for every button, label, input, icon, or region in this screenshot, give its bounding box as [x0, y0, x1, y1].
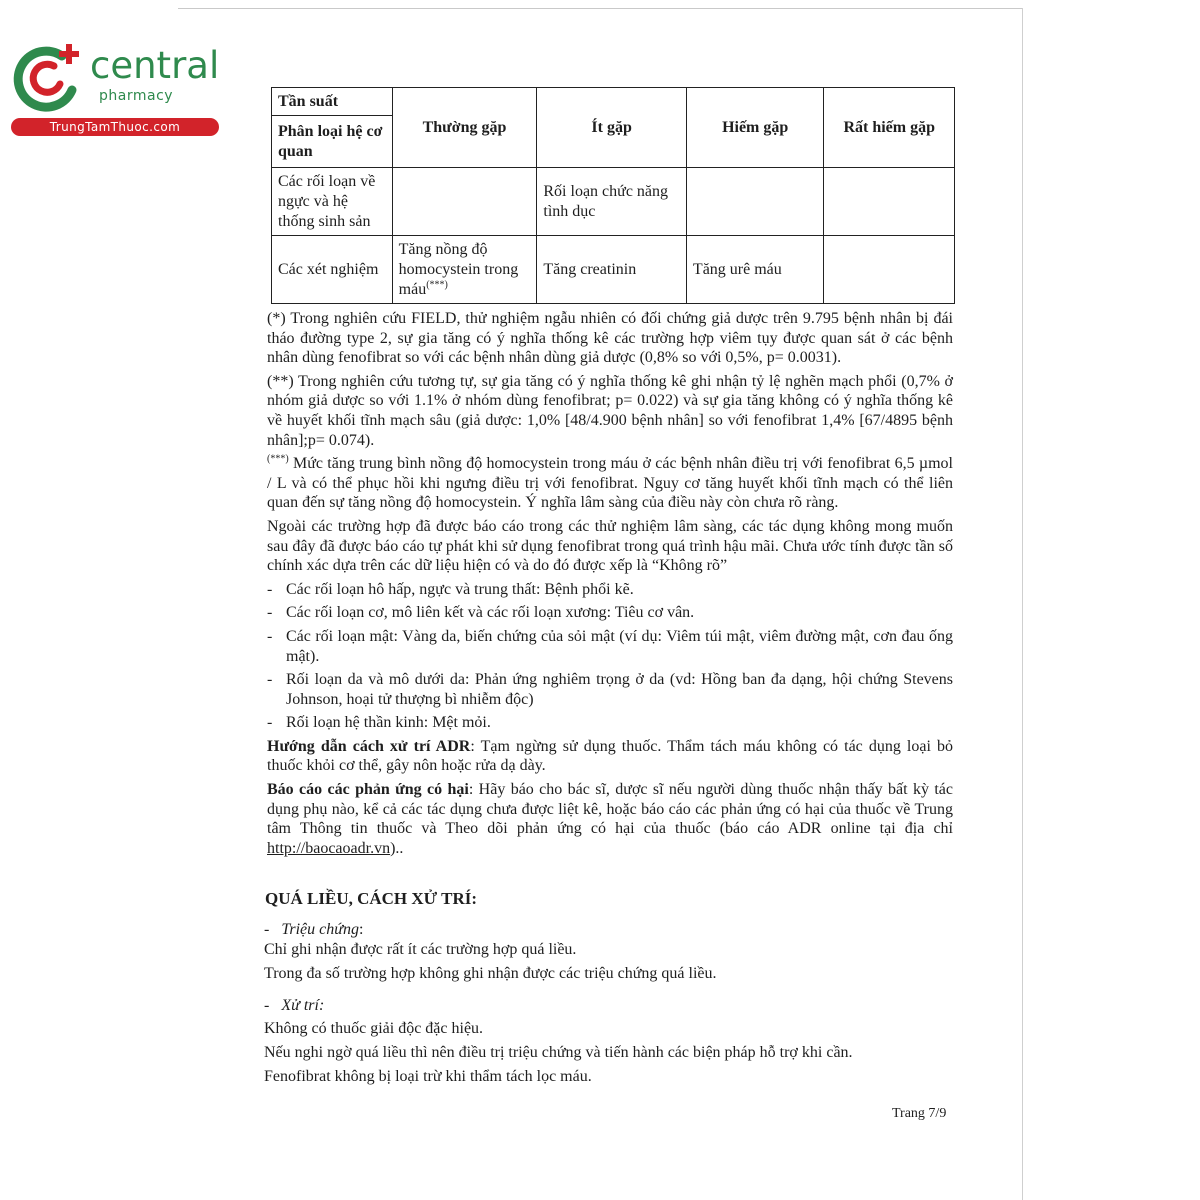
brand-name: central [90, 44, 220, 87]
cell-rare: Tăng urê máu [686, 236, 824, 304]
symptoms-label: - Triệu chứng: [264, 921, 364, 938]
header-very-rare: Rất hiếm gặp [824, 88, 955, 168]
adverse-reaction-table [271, 87, 955, 304]
cell-common [392, 236, 537, 304]
footnote-mark: (***) [267, 453, 289, 465]
treatment-line-3: Fenofibrat không bị loại trừ khi thẩm tách lọc máu. [264, 1068, 592, 1085]
adr-management [267, 737, 953, 776]
report-link[interactable]: http://baocaoadr.vn [267, 839, 391, 857]
footnote-3-text: Mức tăng trung bình nồng độ homocystein trong máu ở các bệnh nhân điều trị với fenofibrat 6,5 µmol / L và có thể phục hồi khi ngưng điều trị với fenofibrat. Nguy cơ tăng huyết khối tĩnh mạch có thể liên quan đến sự tăng nồng độ homocystein. Ý nghĩa lâm sàng của điều này còn chưa rõ ràng. [267, 455, 953, 512]
treatment-line-1: Không có thuốc giải độc đặc hiệu. [264, 1020, 484, 1037]
brand-sub: pharmacy [99, 88, 174, 104]
report-end: ).. [390, 839, 404, 857]
cell-uncommon: Rối loạn chức năng tình dục [537, 168, 687, 236]
header-frequency: Tần suất [272, 88, 393, 116]
table-row [272, 168, 955, 236]
list-item: - Các rối loạn mật: Vàng da, biến chứng của sỏi mật (ví dụ: Viêm túi mật, viêm đường mật, cơn đau ống mật). [267, 627, 953, 665]
top-rule [178, 8, 1023, 9]
list-item: - Các rối loạn hô hấp, ngực và trung thất: Bệnh phổi kẽ. [267, 580, 634, 598]
cell-system: Các xét nghiệm [272, 236, 393, 304]
treatment-label: - Xử trí: [264, 997, 325, 1014]
footnote-1: (*) Trong nghiên cứu FIELD, thử nghiệm ngẫu nhiên có đối chứng giả dược trên 9.795 bệnh nhân bị đái tháo đường type 2, sự gia tăng có ý nghĩa thống kê các trường hợp viêm tụy được quan sát ở các bệnh nhân dùng fenofibrat so với các bệnh nhân dùng giả dược (0,8% so với 0,5%, p= 0.0031). [267, 310, 953, 367]
pharmacy-cross-icon [10, 38, 88, 116]
right-rule [1022, 8, 1023, 1200]
adr-text: : Tạm ngừng sử dụng thuốc. Thẩm tách máu không có tác dụng loại bỏ thuốc khỏi cơ thể, gây nôn hoặc rửa dạ dày. [267, 737, 954, 775]
table-row [272, 236, 955, 304]
treatment-line-2: Nếu nghi ngờ quá liều thì nên điều trị triệu chứng và tiến hành các biện pháp hỗ trợ khi cần. [264, 1044, 853, 1061]
footnote-3 [267, 454, 953, 513]
footnote-2: (**) Trong nghiên cứu tương tự, sự gia tăng có ý nghĩa thống kê ghi nhận tỷ lệ nghẽn mạch phổi (0,7% ở nhóm giả dược so với 1.1% ở nhóm dùng fenofibrat; p= 0.022) và sự gia tăng không có ý nghĩa thống kê về huyết khối tĩnh mạch sâu (giả dược: 1,0% [48/4.900 bệnh nhân] so với fenofibrat 1,4% [67/4895 bệnh nhân];p= 0.074). [267, 372, 953, 449]
list-item: - Rối loạn da và mô dưới da: Phản ứng nghiêm trọng ở da (vd: Hồng ban đa dạng, hội chứng Stevens Johnson, hoại tử thượng bì nhiễm độc) [267, 671, 953, 708]
cell-uncommon: Tăng creatinin [537, 236, 687, 304]
cell-very-rare [824, 168, 955, 236]
header-system-organ: Phân loại hệ cơ quan [272, 116, 393, 168]
list-item: - Rối loạn hệ thần kinh: Mệt mỏi. [267, 714, 491, 732]
footnote-mark: (***) [426, 279, 448, 291]
cell-rare [686, 168, 824, 236]
brand-site: TrungTamThuoc.com [11, 118, 219, 136]
page-number: Trang 7/9 [892, 1106, 947, 1121]
notes-section [267, 309, 953, 862]
report-text: : Hãy báo cho bác sĩ, dược sĩ nếu người dùng thuốc nhận thấy bất kỳ tác dụng phụ nào, kể cả các tác dụng chưa được liệt kê, hoặc báo cáo các phản ứng có hại của thuốc về Trung tâm Thông tin thuốc và Theo dõi phản ứng có hại của thuốc (báo cáo ADR online tại địa chỉ [267, 781, 953, 838]
list-item: - Các rối loạn cơ, mô liên kết và các rối loạn xương: Tiêu cơ vân. [267, 604, 695, 622]
symptoms-line-2: Trong đa số trường hợp không ghi nhận được các triệu chứng quá liều. [264, 965, 717, 982]
brand-logo [10, 38, 220, 138]
header-common: Thường gặp [392, 88, 537, 168]
postmarketing-list [267, 580, 953, 733]
cell-common [392, 168, 537, 236]
adr-label: Hướng dẫn cách xử trí ADR [267, 737, 471, 755]
adr-reporting [267, 780, 953, 858]
cell-very-rare [824, 236, 955, 304]
cell-system: Các rối loạn về ngực và hệ thống sinh sản [272, 168, 393, 236]
report-label: Báo cáo các phản ứng có hại [267, 781, 469, 799]
overdose-heading: QUÁ LIỀU, CÁCH XỬ TRÍ: [265, 889, 478, 908]
cell-common-text: Tăng nồng độ homocystein trong máu [398, 240, 519, 298]
symptoms-line-1: Chỉ ghi nhận được rất ít các trường hợp quá liều. [264, 941, 577, 958]
postmarketing-paragraph: Ngoài các trường hợp đã được báo cáo trong các thử nghiệm lâm sàng, các tác dụng không mong muốn sau đây đã được báo cáo tự phát khi sử dụng fenofibrat trong quá trình hậu mãi. Chưa ước tính được tần số chính xác dựa trên các dữ liệu hiện có và do đó được xếp là “Không rõ” [267, 517, 953, 575]
header-rare: Hiếm gặp [686, 88, 824, 168]
header-uncommon: Ít gặp [537, 88, 687, 168]
